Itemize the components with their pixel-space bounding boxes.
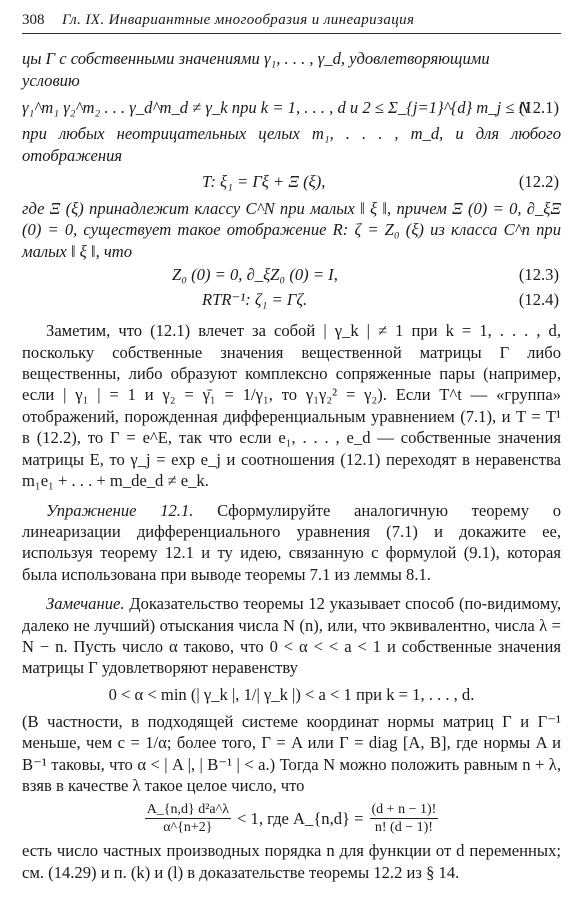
- intro-line-2: условию: [22, 70, 80, 90]
- exercise-label: Упражнение 12.1.: [46, 500, 194, 520]
- equation-12-2-body: T: ξ₁ = Γξ + Ξ (ξ),: [202, 172, 326, 192]
- paragraph-remark-eigenvalues: Заметим, что (12.1) влечет за собой | γ_k | ≠ 1 при k = 1, . . . , d, поскольку собственные значения вещественной матрицы Γ либо вещественны, либо образуют комплексно сопряженные пары (например, если | γ₁ | = 1 и γ₂ = γ̄₁ = 1/γ₁, то γ₁γ₂² = γ₂). Если T^t — «группа» отображений, порожденная дифференциальным уравнением (7.1), и T = T¹ в (12.2), то Γ = e^E, так что если e₁, . . . , e_d — собственные значения матрицы E, то γ_j = exp e_j и соотношения (12.1) переходят в неравенства m₁e₁ + . . . + m_de_d ≠ e_k.: [22, 321, 561, 491]
- paragraph-norms: (В частности, в подходящей системе координат нормы матриц Γ и Γ⁻¹ меньше, чем c = 1/α; более того, Γ = A или Γ = diag [A, B], где нормы A и B⁻¹ таковы, что α < | A |, | B⁻¹ | < a.) Тогда N можно положить равным n + λ, взяв в качестве λ такое целое число, что: [22, 711, 561, 795]
- equation-12-2: [22, 166, 561, 198]
- rhs-fraction: [370, 801, 439, 836]
- remark-text: Доказательство теоремы 12 указывает способ (по-видимому, далеко не лучший) отыскания числа N (n), или, что эквивалентно, числа λ = N − n. Пусть число α таково, что 0 < α < < a < 1 и собственные значения матрицы Γ удовлетворяют неравенству: [22, 594, 561, 678]
- final-equation: [22, 796, 561, 840]
- rhs-numerator: (d + n − 1)!: [371, 801, 437, 817]
- equation-12-3: [22, 262, 561, 287]
- rhs-denominator: n! (d − 1)!: [374, 819, 433, 835]
- equation-12-1-body: γ₁^m₁ γ₂^m₂ . . . γ_d^m_d ≠ γ_k при k = 1, . . . , d и 2 ≤ Σ_{j=1}^{d} m_j ≤ N: [22, 97, 530, 117]
- final-equation-middle: < 1, где A_{n,d} =: [237, 808, 364, 828]
- equation-12-3-tag: (12.3): [518, 265, 559, 285]
- remark: [22, 593, 561, 679]
- remark-label: Замечание.: [46, 594, 125, 614]
- intro-line-1: цы Γ с собственными значениями γ₁, . . . , γ_d, удовлетворяющими: [22, 49, 490, 69]
- equation-12-4-body: RTR⁻¹: ζ₁ = Γζ.: [202, 290, 308, 310]
- text-after-12-2: где Ξ (ξ) принадлежит классу C^N при малых ‖ ξ ‖, причем Ξ (0) = 0, ∂_ξΞ (0) = 0, существует такое отображение R: ζ = Z₀ (ξ) из класса C^n при малых ‖ ξ ‖, что: [22, 199, 561, 261]
- exercise-text: Сформулируйте аналогичную теорему о линеаризации дифференциального уравнения (7.1) и докажите ее, используя теорему 12.1 и ту идею, связанную с формулой (9.1), которая была использована при выводе теоремы 7.1 из леммы 8.1.: [22, 500, 561, 584]
- lhs-denominator: α^{n+2}: [163, 819, 213, 835]
- equation-12-3-body: Z₀ (0) = 0, ∂_ξZ₀ (0) = I,: [172, 265, 338, 285]
- lhs-fraction: [145, 801, 231, 836]
- exercise-12-1: [22, 500, 561, 586]
- inequality-display: [22, 679, 561, 711]
- equation-12-4-tag: (12.4): [518, 290, 559, 310]
- page-number: 308: [22, 12, 45, 28]
- running-header: [22, 10, 561, 34]
- equation-12-1-tag: (12.1): [518, 97, 559, 117]
- text-after-12-1: при любых неотрицательных целых m₁, . . . , m_d, и для любого отображения: [22, 124, 561, 165]
- lhs-numerator: A_{n,d} d²a^λ: [146, 801, 230, 817]
- equation-12-2-tag: (12.2): [518, 172, 559, 192]
- equation-12-1: [22, 91, 561, 123]
- paragraph-final: есть число частных производных порядка n для функции от d переменных; см. (14.29) и п. (k) и (l) в доказательстве теоремы 12.2 из § 14.: [22, 841, 561, 882]
- inequality-body: 0 < α < min (| γ_k |, 1/| γ_k |) < a < 1 при k = 1, . . . , d.: [108, 685, 475, 705]
- equation-12-4: [22, 287, 561, 312]
- running-title: Гл. IX. Инвариантные многообразия и линеаризация: [62, 12, 415, 28]
